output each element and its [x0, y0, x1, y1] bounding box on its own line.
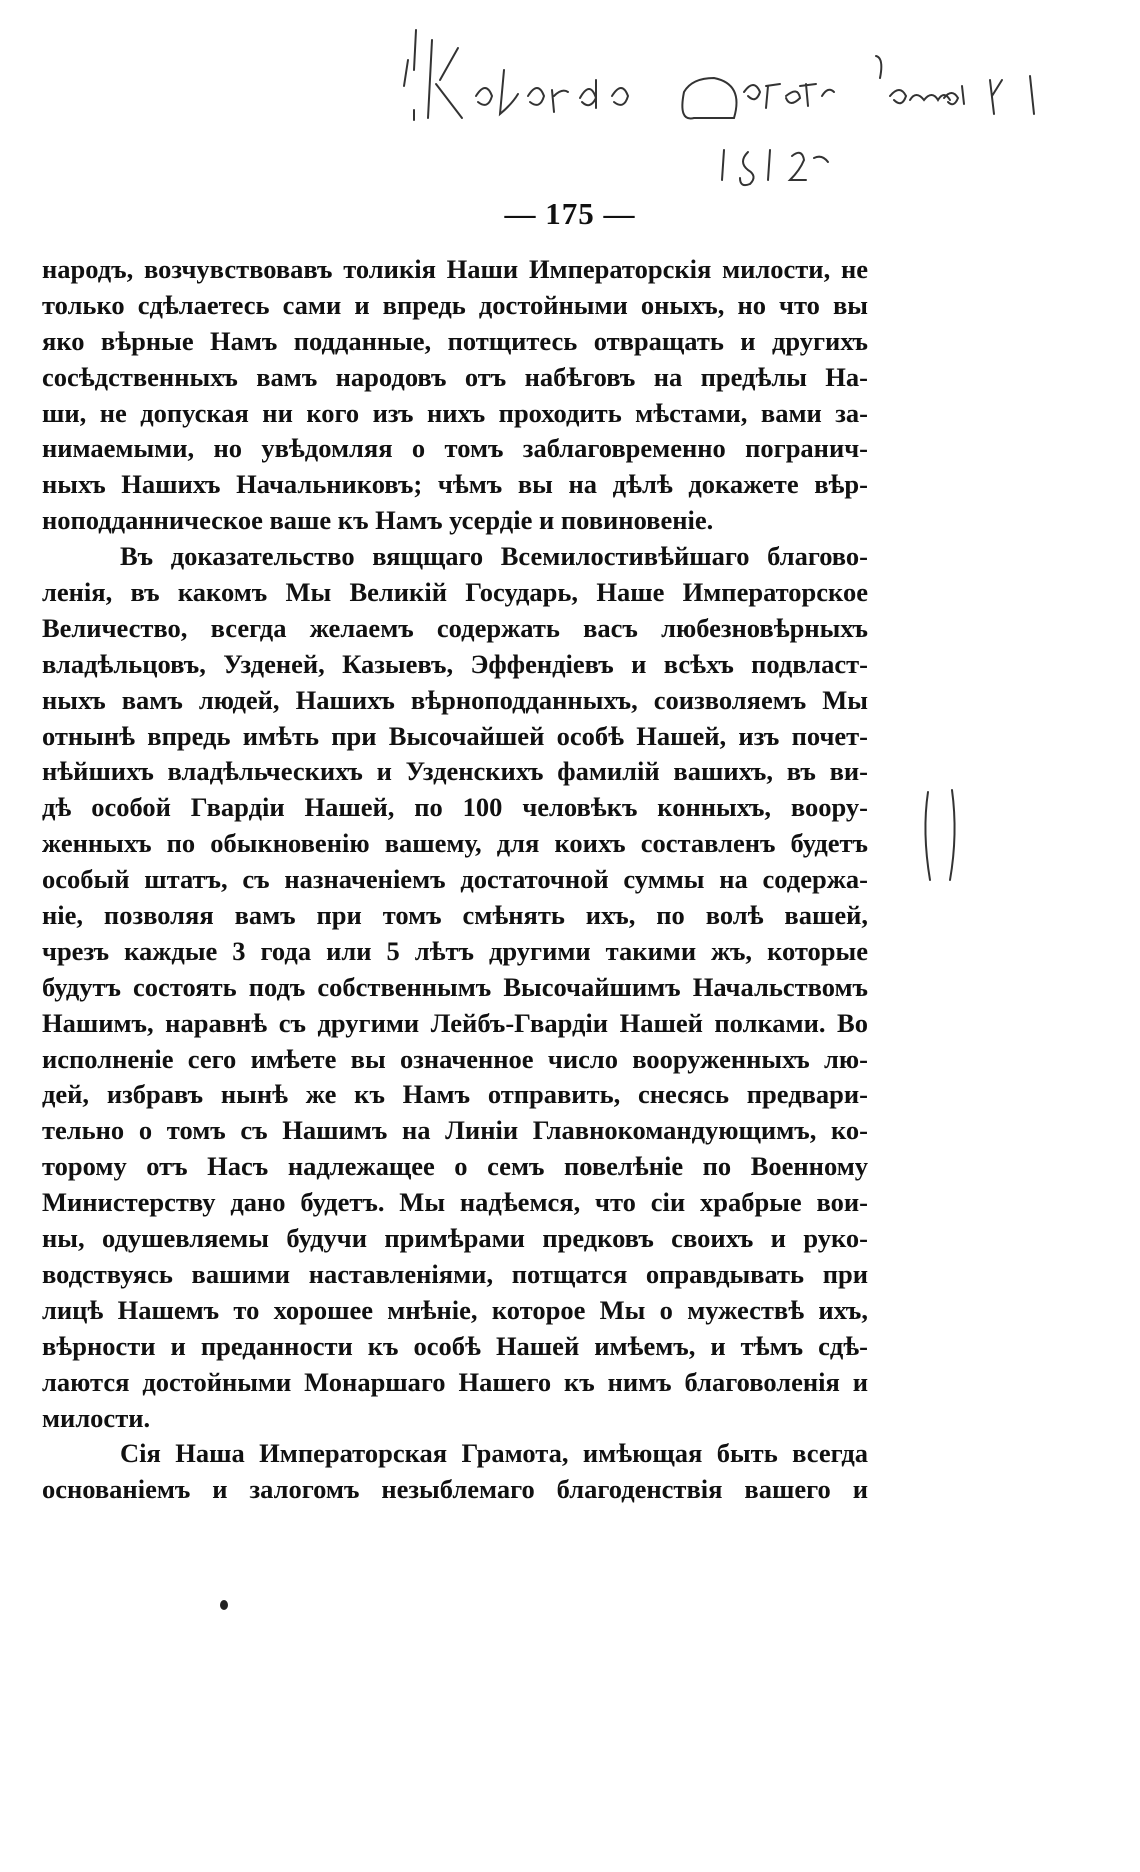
text-line: женныхъ по обыкновенію вашему, для коихъ составленъ будетъ: [42, 828, 868, 859]
text-line: милости.: [42, 1402, 151, 1433]
text-line: ны, одушевляемы будучи примѣрами предковъ своихъ и руко-: [42, 1223, 868, 1254]
text-line: чрезъ каждые 3 года или 5 лѣтъ другими такими жъ, которые: [42, 935, 868, 966]
text-line: Министерству дано будетъ. Мы надѣемся, что сіи храбрые вои-: [42, 1187, 868, 1218]
text-line: будутъ состоять подъ собственнымъ Высочайшимъ Начальствомъ: [42, 971, 868, 1002]
text-line: лицѣ Нашемъ то хорошее мнѣніе, которое Мы о мужествѣ ихъ,: [42, 1294, 868, 1325]
text-line: ноподданническое ваше къ Намъ усердіе и повиновеніе.: [42, 505, 714, 536]
text-line: Величество, всегда желаемъ содержать васъ любезновѣрныхъ: [42, 612, 868, 643]
text-line: ныхъ вамъ людей, Нашихъ вѣрноподданныхъ, соизволяемъ Мы: [42, 684, 868, 715]
text-line: ніе, позволяя вамъ при томъ смѣнять ихъ, по волѣ вашей,: [42, 900, 868, 931]
text-line: народъ, возчувствовавъ толикія Наши Императорскія милости, не: [42, 254, 868, 284]
text-line: сосѣдственныхъ вамъ народовъ отъ набѣговъ на предѣлы На-: [42, 361, 868, 392]
text-line: нимаемыми, но увѣдомляя о томъ заблаговременно погранич-: [42, 433, 868, 464]
text-line: ныхъ Нашихъ Начальниковъ; чѣмъ вы на дѣлѣ докажете вѣр-: [42, 469, 868, 500]
page-number: — 175 —: [504, 196, 636, 231]
text-line: Въ доказательство вящщаго Всемилостивѣйшаго благово-: [120, 541, 868, 572]
text-line: ленія, въ какомъ Мы Великій Государь, Наше Императорское: [42, 577, 868, 608]
ink-spot: [220, 1600, 228, 1610]
text-line: яко вѣрные Намъ подданные, потщитесь отвращать и другихъ: [42, 325, 868, 356]
text-line: нѣйшихъ владѣльческихъ и Узденскихъ фамилій вашихъ, въ ви-: [42, 756, 868, 787]
document-body: [42, 252, 868, 1508]
text-line: Нашимъ, наравнѣ съ другими Лейбъ-Гвардіи Нашей полками. Во: [42, 1007, 868, 1038]
text-line: Сія Наша Императорская Грамота, имѣющая быть всегда: [120, 1438, 868, 1469]
text-line: владѣльцовъ, Узденей, Казыевъ, Эффендіевъ и всѣхъ подвласт-: [42, 648, 868, 679]
text-line: дей, избравъ нынѣ же къ Намъ отправить, снесясь предвари-: [42, 1079, 868, 1110]
margin-bracket-mark: [918, 786, 968, 886]
text-line: водствуясь вашими наставленіями, потщатся оправдывать при: [42, 1258, 868, 1289]
text-line: ши, не допуская ни кого изъ нихъ проходить мѣстами, вами за-: [42, 397, 868, 428]
text-line: только сдѣлаетесь сами и впредь достойными оныхъ, но что вы: [42, 289, 868, 320]
text-line: дѣ особой Гвардіи Нашей, по 100 человѣкъ конныхъ, воору-: [42, 792, 868, 823]
text-line: тельно о томъ съ Нашимъ на Линіи Главнокомандующимъ, ко-: [42, 1115, 868, 1146]
text-line: вѣрности и преданности къ особѣ Нашей имѣемъ, и тѣмъ сдѣ-: [42, 1330, 868, 1361]
text-line: исполненіе сего имѣете вы означенное число вооруженныхъ лю-: [42, 1043, 868, 1074]
text-line: основаніемъ и залогомъ незыблемаго благоденствія вашего и: [42, 1474, 868, 1505]
text-line: отнынѣ впредь имѣть при Высочайшей особѣ Нашей, изъ почет-: [42, 720, 868, 751]
text-line: торому отъ Насъ надлежащее о семъ повелѣніе по Военному: [42, 1151, 868, 1182]
text-line: лаются достойными Монаршаго Нашего къ нимъ благоволенія и: [42, 1366, 868, 1397]
text-line: особый штатъ, съ назначеніемъ достаточной суммы на содержа-: [42, 864, 868, 895]
handwritten-annotation: [0, 0, 1140, 220]
